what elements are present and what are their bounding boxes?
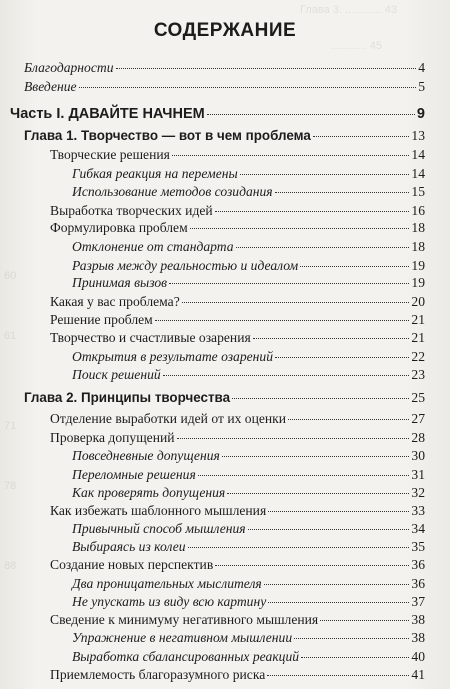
toc-entry-page: 28	[411, 430, 425, 445]
toc-entry-title: Принимая вызов	[72, 275, 168, 290]
toc-entry-title: Как проверять допущения	[72, 485, 226, 500]
toc-entry	[72, 447, 425, 465]
toc-entry	[24, 59, 425, 77]
toc-entry-title: Два проницательных мыслителя	[72, 576, 262, 591]
toc-entry-page: 15	[411, 184, 425, 199]
toc-entry	[50, 611, 425, 629]
toc-entry-page: 38	[411, 630, 425, 645]
toc-entry-page: 31	[411, 467, 425, 482]
toc-entry-page: 27	[411, 411, 425, 426]
toc-entry	[72, 238, 425, 256]
toc-entry	[50, 311, 425, 329]
dot-leader	[268, 501, 409, 512]
toc-entry-page: 23	[411, 367, 425, 382]
toc-entry-page: 30	[411, 448, 425, 463]
toc-entry-page: 13	[411, 128, 425, 143]
toc-entry	[72, 165, 425, 183]
dot-leader	[288, 409, 409, 420]
dot-leader	[222, 446, 410, 457]
toc-entry	[72, 484, 425, 502]
dot-leader	[182, 292, 410, 303]
toc-entry	[50, 556, 425, 574]
toc-entry	[50, 429, 425, 447]
toc-entry	[24, 127, 425, 145]
book-page: Глава 3. ............ 43 ............ 45 60 61 71 78 88	[0, 0, 450, 689]
dot-leader	[172, 145, 410, 156]
toc-entry-title: Глава 1. Творчество — вот в чем проблема	[24, 128, 311, 143]
dot-leader	[268, 592, 409, 603]
dot-leader	[313, 126, 410, 137]
toc-entry-page: 14	[411, 147, 425, 162]
toc-entry-title: Гибкая реакция на перемены	[72, 166, 238, 181]
toc-entry-page: 40	[411, 649, 425, 664]
toc-entry-title: Повседневные допущения	[72, 448, 220, 463]
dot-leader	[267, 665, 409, 676]
toc-entry	[72, 520, 425, 538]
toc-entry-title: Введение	[24, 79, 77, 94]
dot-leader	[215, 201, 410, 212]
toc-entry	[50, 219, 425, 237]
toc-entry-page: 25	[411, 390, 425, 405]
toc-entry	[24, 389, 425, 407]
toc-entry-title: Благодарности	[24, 60, 114, 75]
toc-entry-page: 21	[411, 330, 425, 345]
toc-entry-title: Какая у вас проблема?	[50, 294, 180, 309]
toc-entry-title: Творчество и счастливые озарения	[50, 330, 251, 345]
toc-entry-page: 9	[416, 106, 425, 122]
dot-leader	[188, 537, 410, 548]
dot-leader	[155, 310, 410, 321]
toc-entry-page: 38	[411, 612, 425, 627]
toc-entry-page: 16	[411, 203, 425, 218]
dot-leader	[177, 428, 410, 439]
toc-entry-title: Сведение к минимуму негативного мышления	[50, 612, 319, 627]
dot-leader	[116, 58, 417, 69]
toc-entry-page: 34	[411, 521, 425, 536]
toc-entry-title: Выработка сбалансированных реакций	[72, 649, 300, 664]
dot-leader	[275, 347, 409, 358]
toc-entry	[72, 366, 425, 384]
toc-entry-title: Отделение выработки идей от их оценки	[50, 411, 287, 426]
toc-entry-page: 37	[411, 594, 425, 609]
toc-entry	[72, 274, 425, 292]
toc-entry-page: 4	[418, 60, 425, 75]
dot-leader	[320, 610, 409, 621]
dot-leader	[198, 465, 410, 476]
toc-entry	[72, 538, 425, 556]
toc-entry-page: 20	[411, 294, 425, 309]
dot-leader	[169, 273, 409, 284]
toc-entry-title: Использование методов созидания	[72, 184, 273, 199]
toc-entry	[50, 329, 425, 347]
dot-leader	[301, 647, 409, 658]
dot-leader	[190, 218, 410, 229]
toc-entry	[50, 146, 425, 164]
toc-entry	[72, 629, 425, 647]
toc-entry	[72, 466, 425, 484]
dot-leader	[275, 182, 410, 193]
dot-leader	[264, 574, 410, 585]
toc-entry-title: Приемлемость благоразумного риска	[50, 667, 266, 682]
toc-entry-page: 36	[411, 576, 425, 591]
toc-entry	[50, 502, 425, 520]
toc-entry-title: Переломные решения	[72, 467, 196, 482]
toc-entry-title: Открытия в результате озарений	[72, 349, 274, 364]
toc-entry-title: Проверка допущений	[50, 430, 175, 445]
toc-entry-page: 19	[411, 275, 425, 290]
dot-leader	[300, 256, 409, 267]
dot-leader	[236, 237, 410, 248]
dot-leader	[163, 365, 410, 376]
toc-entry-title: Отклонение от стандарта	[72, 239, 234, 254]
toc-entry-title: Упражнение в негативном мышлении	[72, 630, 293, 645]
toc-entry-title: Формулировка проблем	[50, 220, 188, 235]
dot-leader	[248, 519, 410, 530]
toc-entry	[50, 410, 425, 428]
toc-entry-page: 14	[411, 166, 425, 181]
toc-entry-page: 5	[418, 79, 425, 94]
toc-entry-page: 19	[411, 258, 425, 273]
dot-leader	[207, 104, 415, 115]
dot-leader	[232, 388, 409, 399]
toc-entry-page: 32	[411, 485, 425, 500]
toc-entry-page: 41	[411, 667, 425, 682]
toc-entry-title: Глава 2. Принципы творчества	[24, 390, 231, 405]
dot-leader	[79, 77, 417, 88]
toc-entry-title: Разрыв между реальностью и идеалом	[72, 258, 299, 273]
toc-entry-page: 18	[411, 239, 425, 254]
toc-entry-page: 21	[411, 312, 425, 327]
dot-leader	[227, 483, 409, 494]
toc-entry-page: 18	[411, 220, 425, 235]
toc-entry	[10, 105, 425, 123]
toc-entry-page: 36	[411, 557, 425, 572]
toc-entry	[24, 78, 425, 96]
dot-leader	[215, 555, 409, 566]
dot-leader	[253, 328, 410, 339]
toc-entry	[72, 593, 425, 611]
toc-entry-title: Не упускать из виду всю картину	[72, 594, 267, 609]
toc-entry	[72, 183, 425, 201]
toc-entry-page: 33	[411, 503, 425, 518]
dot-leader	[240, 164, 410, 175]
toc-entry	[72, 648, 425, 666]
page-title: СОДЕРЖАНИЕ	[153, 20, 297, 41]
toc-entry-page: 22	[411, 349, 425, 364]
toc-entry-title: Привычный способ мышления	[72, 521, 246, 536]
dot-leader	[294, 628, 409, 639]
toc-entry-title: Поиск решений	[72, 367, 161, 382]
toc-entry	[72, 575, 425, 593]
toc-entry-title: Выбираясь из колеи	[72, 539, 186, 554]
toc-entry	[50, 293, 425, 311]
toc-entry-title: Решение проблем	[50, 312, 153, 327]
toc-entry-title: Как избежать шаблонного мышления	[50, 503, 267, 518]
toc-entry	[50, 666, 425, 684]
toc-entry-title: Выработка творческих идей	[50, 203, 213, 218]
toc-entry-title: Творческие решения	[50, 147, 170, 162]
toc-entry	[72, 348, 425, 366]
toc-entry-title: Часть I. ДАВАЙТЕ НАЧНЕМ	[10, 106, 205, 122]
toc-entry-page: 35	[411, 539, 425, 554]
toc-entry-title: Создание новых перспектив	[50, 557, 214, 572]
